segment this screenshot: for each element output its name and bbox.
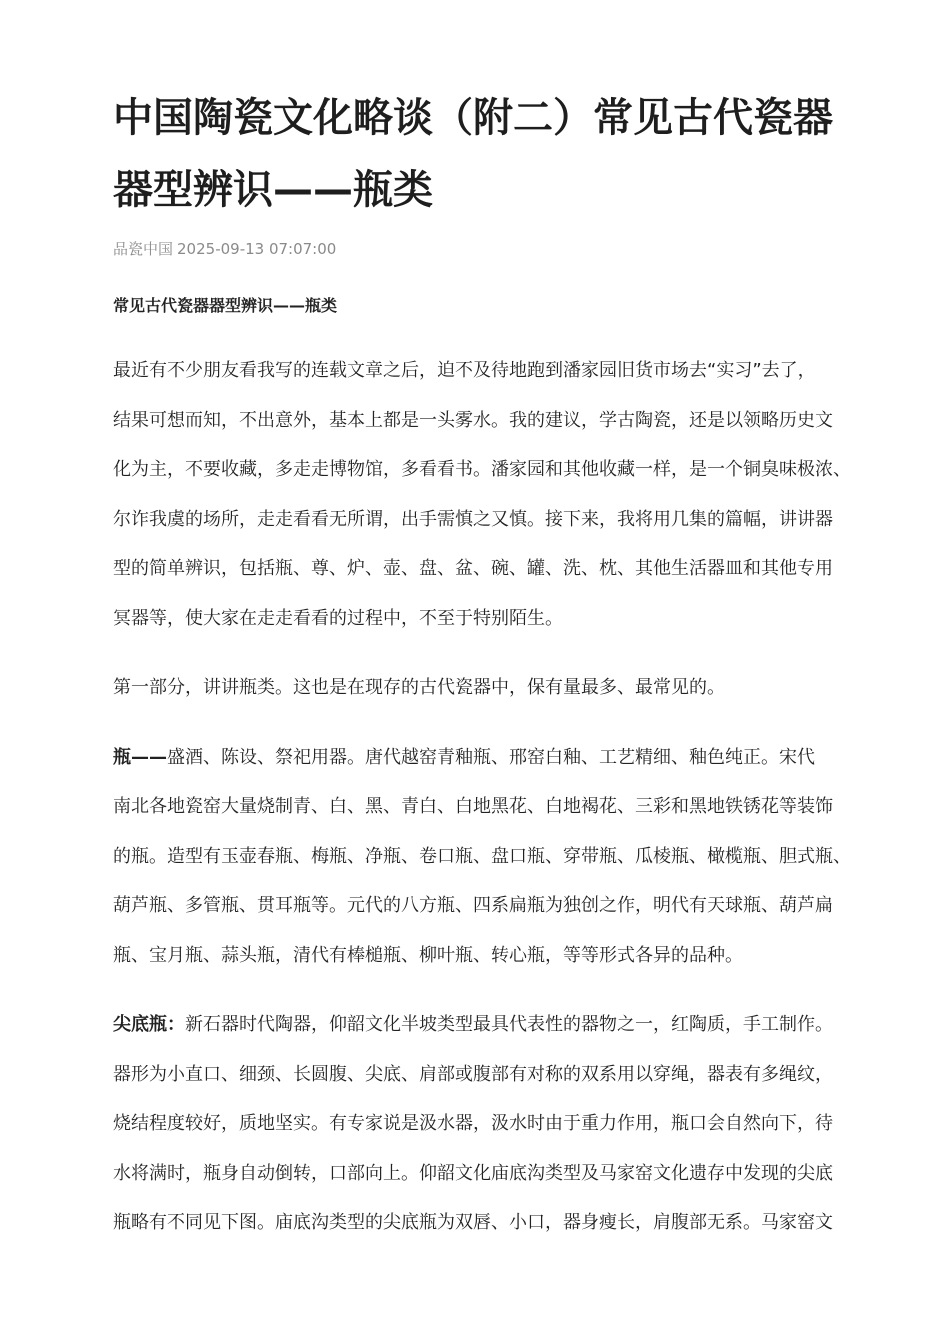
pointed-bottom-vase-paragraph	[113, 1000, 893, 1248]
article-meta	[113, 238, 893, 260]
paragraph-line: 烧结程度较好，质地坚实。有专家说是汲水器，汲水时由于重力作用，瓶口会自然向下，待	[113, 1113, 833, 1134]
term-vase: 瓶——	[113, 746, 167, 768]
paragraph-line: 的瓶。造型有玉壶春瓶、梅瓶、净瓶、卷口瓶、盘口瓶、穿带瓶、瓜棱瓶、橄榄瓶、胆式瓶、	[113, 845, 851, 867]
title-line: 器型辨识——瓶类	[113, 167, 433, 213]
paragraph-line: 尔诈我虞的场所，走走看看无所谓，出手需慎之又慎。接下来，我将用几集的篇幅，讲讲器	[113, 508, 833, 530]
source-name[interactable]: 品瓷中国	[113, 240, 174, 258]
vase-paragraph	[113, 733, 893, 981]
article	[113, 82, 893, 1248]
paragraph-line: 结果可想而知，不出意外，基本上都是一头雾水。我的建议，学古陶瓷，还是以领略历史文	[113, 409, 833, 431]
paragraph-line: 瓶、宝月瓶、蒜头瓶，清代有棒槌瓶、柳叶瓶、转心瓶，等等形式各异的品种。	[113, 944, 743, 966]
paragraph-line: 器形为小直口、细颈、长圆腹、尖底、肩部或腹部有对称的双系用以穿绳，器表有多绳纹，	[113, 1063, 833, 1085]
article-title	[113, 82, 893, 226]
intro-paragraph	[113, 346, 893, 643]
paragraph-line: 第一部分，讲讲瓶类。这也是在现存的古代瓷器中，保有量最多、最常见的。	[113, 677, 725, 698]
paragraph-line: 南北各地瓷窑大量烧制青、白、黑、青白、白地黑花、白地褐花、三彩和黑地铁锈花等装饰	[113, 796, 833, 817]
paragraph-line: 冥器等，使大家在走走看看的过程中，不至于特别陌生。	[113, 607, 563, 629]
publish-datetime: 2025-09-13 07:07:00	[177, 240, 337, 258]
section-subheading: 常见古代瓷器器型辨识——瓶类	[113, 296, 338, 315]
paragraph-line	[113, 1000, 893, 1050]
paragraph-text: 盛酒、陈设、祭祀用器。唐代越窑青釉瓶、邢窑白釉、工艺精细、釉色纯正。宋代	[167, 746, 815, 768]
paragraph-line: 水将满时，瓶身自动倒转，口部向上。仰韶文化庙底沟类型及马家窑文化遗存中发现的尖底	[113, 1162, 833, 1184]
paragraph-line: 瓶略有不同见下图。庙底沟类型的尖底瓶为双唇、小口，器身瘦长，肩腹部无系。马家窑文	[113, 1212, 833, 1233]
term-pointed-bottom-vase: 尖底瓶：	[113, 1014, 185, 1035]
paragraph-line: 葫芦瓶、多管瓶、贯耳瓶等。元代的八方瓶、四系扁瓶为独创之作，明代有天球瓶、葫芦扁	[113, 895, 833, 916]
paragraph-line: 化为主，不要收藏，多走走博物馆，多看看书。潘家园和其他收藏一样，是一个铜臭味极浓、	[113, 459, 851, 480]
paragraph-line: 最近有不少朋友看我写的连载文章之后，迫不及待地跑到潘家园旧货市场去“实习”去了，	[113, 360, 816, 381]
paragraph-text: 新石器时代陶器，仰韶文化半坡类型最具代表性的器物之一，红陶质，手工制作。	[185, 1014, 833, 1035]
paragraph-line	[113, 733, 893, 783]
paragraph-line: 型的简单辨识，包括瓶、尊、炉、壶、盘、盆、碗、罐、洗、枕、其他生活器皿和其他专用	[113, 558, 833, 579]
title-line: 中国陶瓷文化略谈（附二）常见古代瓷器	[113, 95, 833, 141]
part-one-paragraph	[113, 663, 893, 713]
